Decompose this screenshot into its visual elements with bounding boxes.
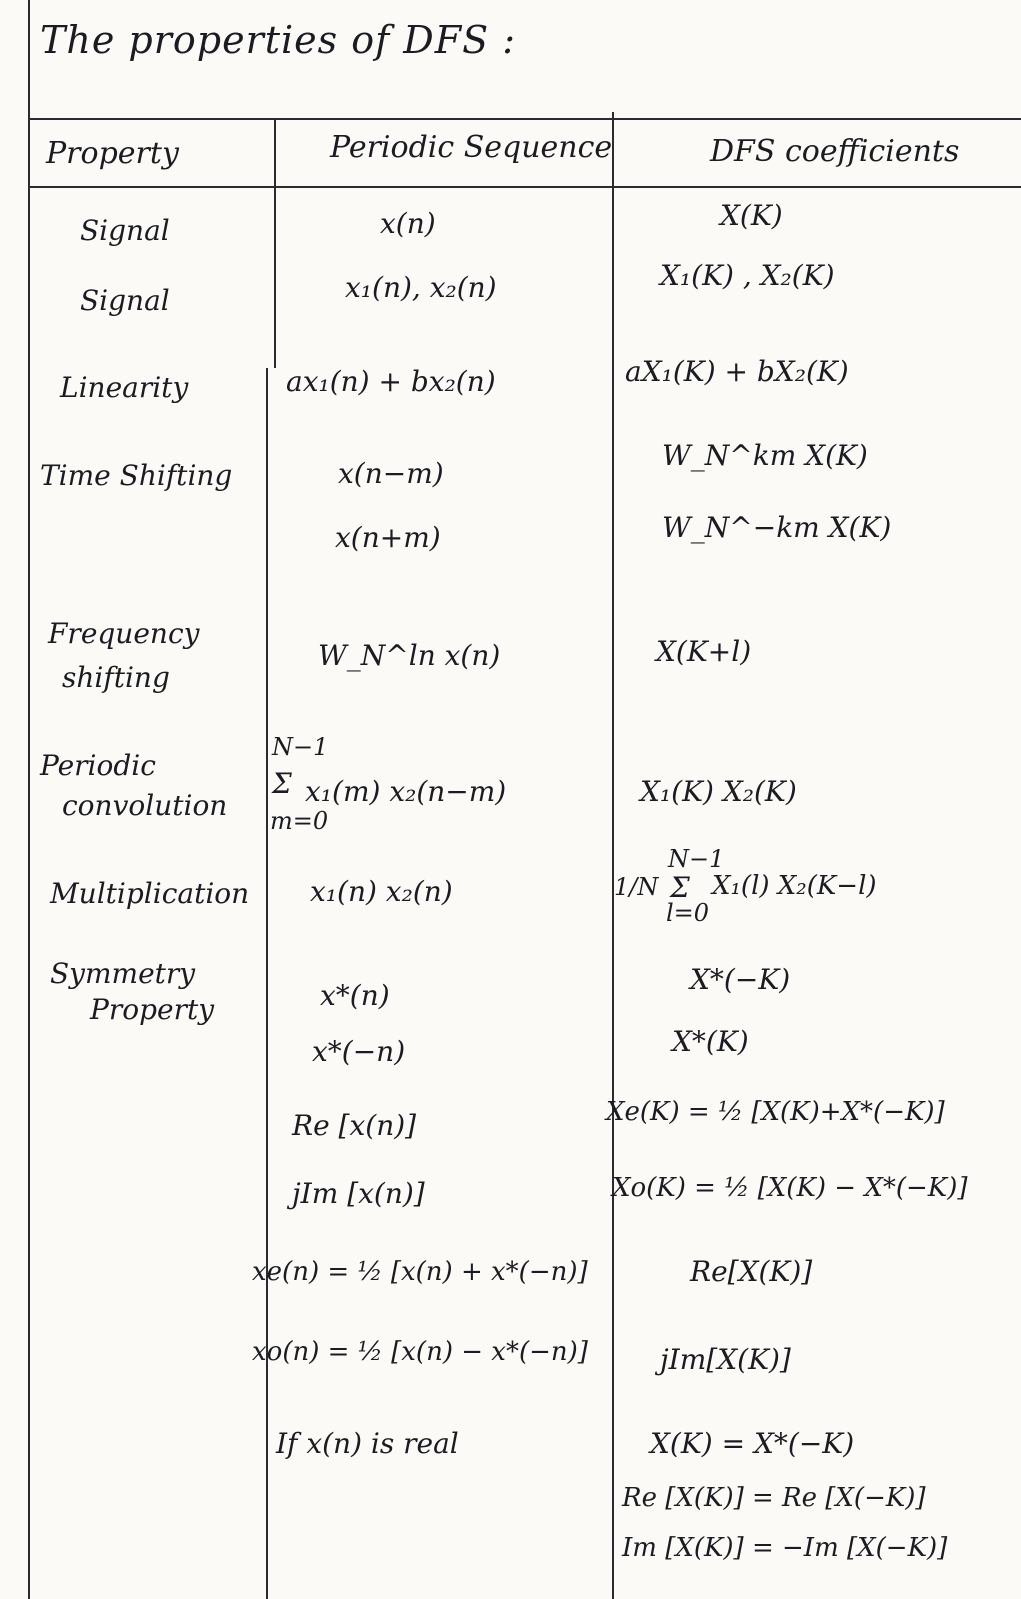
coeff-frequency-shift: X(K+l) [656,635,752,668]
coeff-real-2: Re [X(K)] = Re [X(−K)] [622,1483,926,1513]
sequence-if-real: If x(n) is real [276,1427,459,1460]
sum-sign: Σ [272,767,292,800]
coeff-symmetry-3: Xe(K) = ½ [X(K)+X*(−K)] [606,1097,945,1127]
coeff-signal-1: X(K) [720,199,783,232]
sequence-time-shift-2: x(n+m) [335,521,441,554]
property-periodic-line1: Periodic [40,749,156,782]
coeff-multiplication-sum-bottom: l=0 [666,899,710,927]
property-linearity: Linearity [60,371,189,404]
property-frequency-line1: Frequency [48,617,200,650]
property-time-shifting: Time Shifting [40,459,233,492]
coeff-real-1: X(K) = X*(−K) [650,1427,855,1460]
header-periodic-sequence: Periodic Sequence [330,130,613,165]
sequence-time-shift-1: x(n−m) [338,457,444,490]
sequence-symmetry-2: x*(−n) [312,1035,406,1068]
header-dfs-coefficients: DFS coefficients [710,134,960,169]
page-title: The properties of DFS : [40,18,516,62]
column-divider-2 [612,112,614,1599]
coeff-multiplication-fraction: 1/N [614,873,659,901]
sequence-symmetry-1: x*(n) [320,979,390,1012]
sequence-frequency-shift: W_N^ln x(n) [318,639,501,672]
coeff-time-shift-1: W_N^km X(K) [662,439,868,472]
property-symmetry-line2: Property [90,993,215,1026]
coeff-periodic-convolution: X₁(K) X₂(K) [640,775,797,808]
sequence-multiplication: x₁(n) x₂(n) [310,875,453,908]
coeff-real-3: Im [X(K)] = −Im [X(−K)] [622,1533,948,1563]
sum-lower-limit: m=0 [270,807,329,835]
sequence-linearity: ax₁(n) + bx₂(n) [286,365,496,398]
coeff-multiplication-sum-sign: Σ [670,871,690,904]
table-left-border [28,0,30,1599]
coeff-symmetry-6: jIm[X(K)] [660,1343,791,1376]
sum-upper-limit: N−1 [272,733,329,761]
coeff-symmetry-1: X*(−K) [690,963,791,996]
coeff-time-shift-2: W_N^−km X(K) [662,511,892,544]
property-multiplication: Multiplication [50,877,250,910]
coeff-multiplication: X₁(l) X₂(K−l) [712,871,877,901]
coeff-symmetry-5: Re[X(K)] [690,1255,813,1288]
column-divider-1 [274,118,276,368]
property-symmetry-line1: Symmetry [50,957,196,990]
coeff-linearity: aX₁(K) + bX₂(K) [625,355,849,388]
sequence-signal-2: x₁(n), x₂(n) [345,271,497,304]
coeff-signal-2: X₁(K) , X₂(K) [660,259,835,292]
property-frequency-line2: shifting [62,661,170,694]
sequence-symmetry-3: Re [x(n)] [292,1109,417,1142]
sequence-symmetry-5: xe(n) = ½ [x(n) + x*(−n)] [252,1257,588,1287]
header-bottom-rule [28,186,1021,188]
sequence-symmetry-6: xo(n) = ½ [x(n) − x*(−n)] [252,1337,588,1367]
property-signal-1: Signal [80,214,170,247]
property-periodic-line2: convolution [62,789,228,822]
coeff-symmetry-2: X*(K) [672,1025,749,1058]
property-signal-2: Signal [80,284,170,317]
sequence-periodic-convolution: x₁(m) x₂(n−m) [305,775,507,808]
coeff-multiplication-sum-top: N−1 [668,845,725,873]
column-divider-1b [266,368,268,1599]
header-property: Property [46,136,179,171]
sequence-symmetry-4: jIm [x(n)] [292,1177,425,1210]
sequence-signal-1: x(n) [380,207,436,240]
coeff-symmetry-4: Xo(K) = ½ [X(K) − X*(−K)] [612,1173,968,1203]
table-top-rule [28,118,1021,120]
